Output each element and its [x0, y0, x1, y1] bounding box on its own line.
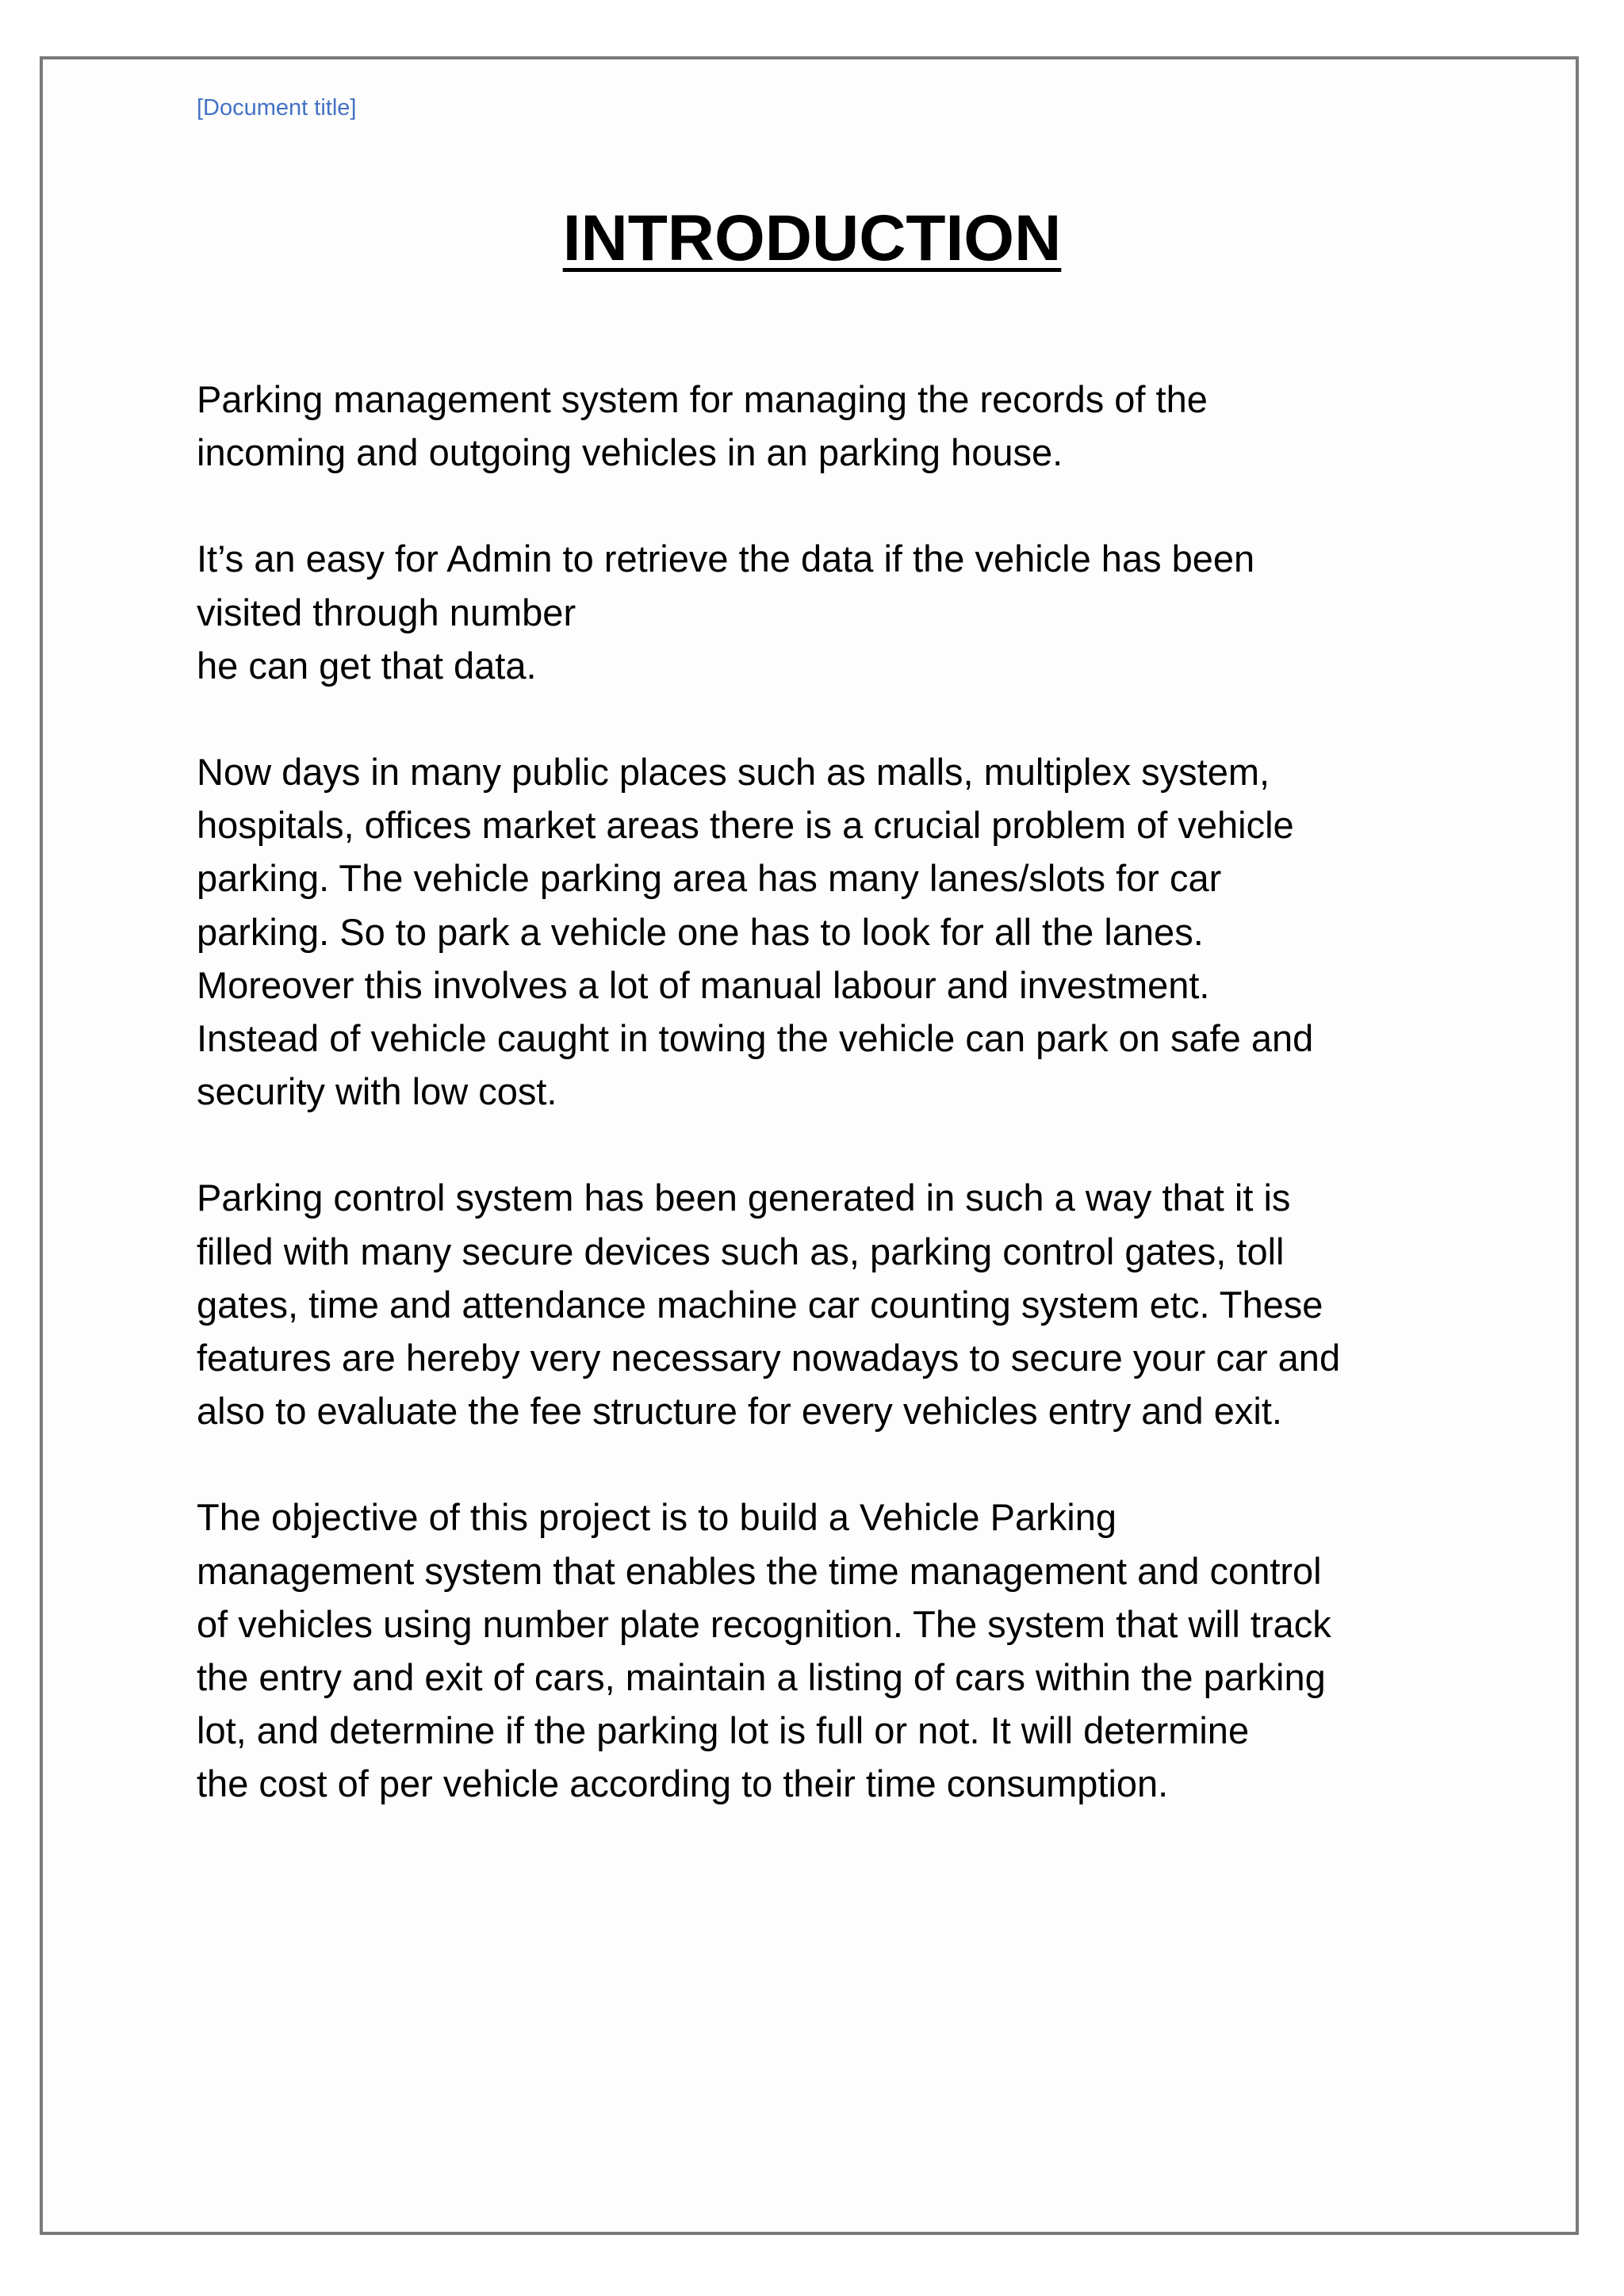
paragraph-line: visited through number — [197, 591, 576, 633]
paragraph-line: Parking management system for managing the records of the — [197, 378, 1208, 420]
paragraph-line: Parking control system has been generated in such a way that it is — [197, 1177, 1291, 1219]
document-title-placeholder: [Document title] — [197, 95, 357, 121]
paragraph-line: Instead of vehicle caught in towing the vehicle can park on safe and — [197, 1017, 1314, 1060]
paragraph-2 — [197, 532, 1450, 692]
paragraph-line: The objective of this project is to build a Vehicle Parking — [197, 1496, 1116, 1539]
paragraph-1 — [197, 373, 1450, 479]
paragraph-line: Now days in many public places such as malls, multiplex system, — [197, 751, 1270, 794]
body-text — [197, 373, 1450, 1864]
paragraph-line: hospitals, offices market areas there is a crucial problem of vehicle — [197, 804, 1294, 847]
paragraph-3 — [197, 745, 1450, 1118]
paragraph-line: security with low cost. — [197, 1070, 557, 1113]
paragraph-line: lot, and determine if the parking lot is full or not. It will determine — [197, 1709, 1250, 1752]
paragraph-line: of vehicles using number plate recognition. The system that will track — [197, 1602, 1331, 1645]
paragraph-line: features are hereby very necessary nowadays to secure your car and — [197, 1337, 1341, 1380]
paragraph-4 — [197, 1171, 1450, 1437]
paragraph-line: gates, time and attendance machine car counting system etc. These — [197, 1283, 1323, 1326]
paragraph-line: also to evaluate the fee structure for every vehicles entry and exit. — [197, 1390, 1282, 1433]
paragraph-line: the cost of per vehicle according to their time consumption. — [197, 1762, 1169, 1805]
paragraph-line: filled with many secure devices such as, parking control gates, toll — [197, 1230, 1285, 1272]
paragraph-line: incoming and outgoing vehicles in an parking house. — [197, 431, 1063, 474]
paragraph-5 — [197, 1490, 1450, 1810]
page-title-text: INTRODUCTION — [562, 202, 1062, 274]
paragraph-line: the entry and exit of cars, maintain a listing of cars within the parking — [197, 1656, 1326, 1699]
page-title — [0, 201, 1624, 276]
paragraph-line: parking. The vehicle parking area has many lanes/slots for car — [197, 857, 1222, 900]
paragraph-line: management system that enables the time management and control — [197, 1549, 1322, 1592]
paragraph-line: he can get that data. — [197, 644, 537, 687]
paragraph-line: parking. So to park a vehicle one has to look for all the lanes. — [197, 910, 1204, 953]
paragraph-line: It’s an easy for Admin to retrieve the data if the vehicle has been — [197, 538, 1255, 580]
paragraph-line: Moreover this involves a lot of manual labour and investment. — [197, 963, 1210, 1006]
